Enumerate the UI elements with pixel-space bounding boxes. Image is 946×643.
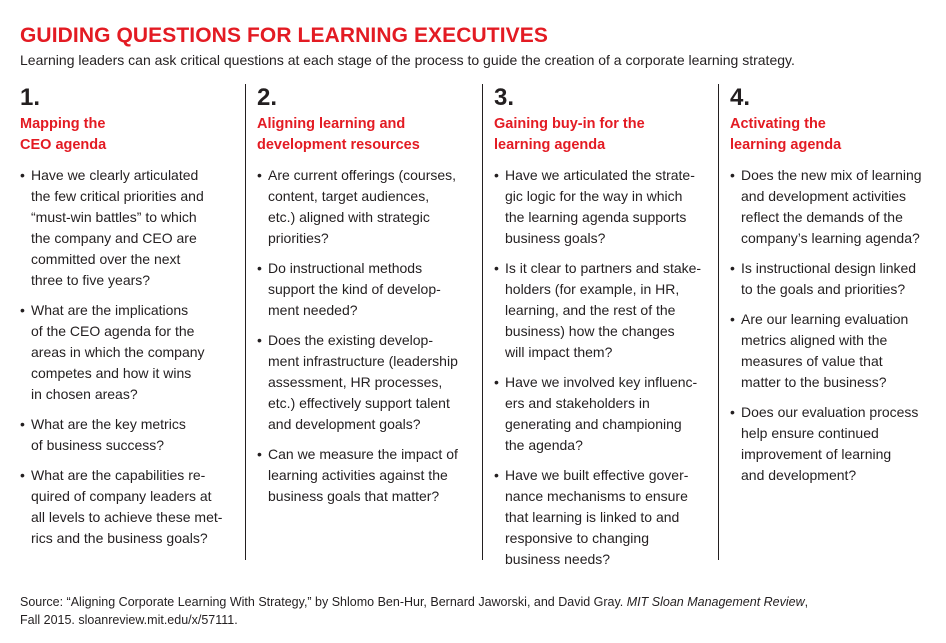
question-line: Have we built effective gover- [505, 467, 689, 483]
bullet-icon: • [257, 446, 262, 462]
stage-heading [494, 114, 710, 156]
question-line: Is it clear to partners and stake- [505, 260, 702, 276]
question-line: committed over the next [31, 251, 181, 267]
question-line: Do instructional methods [268, 260, 423, 276]
question-item [730, 309, 940, 393]
question-item [20, 300, 236, 405]
question-line: Are current offerings (courses, [268, 167, 457, 183]
question-line: Does the new mix of learning [741, 167, 922, 183]
bullet-icon: • [20, 167, 25, 183]
question-line: Is instructional design linked [741, 260, 917, 276]
source-citation [20, 593, 920, 629]
bullet-icon: • [494, 260, 499, 276]
question-line: assessment, HR processes, [268, 374, 443, 390]
question-line: business needs? [505, 551, 611, 567]
bullet-icon: • [730, 167, 735, 183]
question-line: ers and stakeholders in [505, 395, 650, 411]
question-line: support the kind of develop- [268, 281, 441, 297]
question-line: Have we articulated the strate- [505, 167, 695, 183]
stage-heading-line: learning agenda [730, 137, 842, 153]
question-list [257, 165, 473, 507]
page-title: GUIDING QUESTIONS FOR LEARNING EXECUTIVES [20, 24, 548, 47]
stage-number: 4. [730, 84, 751, 111]
question-list [730, 165, 940, 486]
question-line: the few critical priorities and [31, 188, 204, 204]
bullet-icon: • [730, 404, 735, 420]
bullet-icon: • [494, 374, 499, 390]
source-line2: Fall 2015. sloanreview.mit.edu/x/57111. [20, 613, 238, 627]
question-line: business) how the changes [505, 323, 675, 339]
question-line: help ensure continued [741, 425, 879, 441]
question-line: the agenda? [505, 437, 583, 453]
question-list [494, 165, 710, 570]
stage-column-3 [482, 84, 710, 567]
bullet-icon: • [20, 302, 25, 318]
question-line: and development activities [741, 188, 906, 204]
question-line: learning activities against the [268, 467, 448, 483]
stage-number: 1. [20, 84, 41, 111]
question-line: to the goals and priorities? [741, 281, 906, 297]
stage-heading-line: development resources [257, 137, 420, 153]
source-suffix: , [804, 595, 809, 609]
question-item [20, 165, 236, 291]
question-line: responsive to changing [505, 530, 649, 546]
stage-number: 3. [494, 84, 515, 111]
question-line: quired of company leaders at [31, 488, 212, 504]
bullet-icon: • [730, 260, 735, 276]
page-subtitle: Learning leaders can ask critical questions at each stage of the process to guide the creation of a corporate learning strategy. [20, 52, 795, 68]
question-line: priorities? [268, 230, 329, 246]
question-line: three to five years? [31, 272, 151, 288]
question-line: holders (for example, in HR, [505, 281, 680, 297]
question-item [257, 444, 473, 507]
question-line: learning, and the rest of the [505, 302, 676, 318]
stage-heading-line: learning agenda [494, 137, 606, 153]
question-line: What are the implications [31, 302, 189, 318]
bullet-icon: • [20, 416, 25, 432]
question-line: reflect the demands of the [741, 209, 903, 225]
stage-column-2 [245, 84, 473, 560]
question-line: business goals that matter? [268, 488, 440, 504]
question-item [494, 465, 710, 570]
bullet-icon: • [257, 260, 262, 276]
question-line: all levels to achieve these met- [31, 509, 223, 525]
question-item [730, 165, 940, 249]
question-item [730, 402, 940, 486]
question-line: content, target audiences, [268, 188, 430, 204]
question-line: in chosen areas? [31, 386, 138, 402]
question-line: matter to the business? [741, 374, 887, 390]
source-publication: MIT Sloan Management Review [626, 595, 805, 609]
question-line: areas in which the company [31, 344, 205, 360]
stage-heading-line: Gaining buy-in for the [494, 116, 645, 132]
question-item [494, 372, 710, 456]
stage-heading [20, 114, 236, 156]
question-line: generating and championing [505, 416, 682, 432]
question-line: Does the existing develop- [268, 332, 433, 348]
question-line: Have we clearly articulated [31, 167, 199, 183]
question-line: gic logic for the way in which [505, 188, 683, 204]
question-item [494, 258, 710, 363]
bullet-icon: • [494, 167, 499, 183]
question-item [257, 165, 473, 249]
question-line: of business success? [31, 437, 165, 453]
question-item [20, 414, 236, 456]
question-line: Are our learning evaluation [741, 311, 909, 327]
stage-heading-line: CEO agenda [20, 137, 107, 153]
stage-heading [257, 114, 473, 156]
question-item [730, 258, 940, 300]
stage-heading-line: Activating the [730, 116, 826, 132]
question-line: What are the capabilities re- [31, 467, 206, 483]
stage-column-1 [20, 84, 236, 560]
question-line: ment infrastructure (leadership [268, 353, 458, 369]
question-line: and development? [741, 467, 857, 483]
question-line: that learning is linked to and [505, 509, 680, 525]
source-prefix: Source: “Aligning Corporate Learning With Strategy,” by Shlomo Ben-Hur, Bernard Jaworski, and David Gray. [20, 595, 627, 609]
question-line: Does our evaluation process [741, 404, 919, 420]
question-item [257, 330, 473, 435]
bullet-icon: • [257, 332, 262, 348]
question-item [20, 465, 236, 549]
question-line: What are the key metrics [31, 416, 186, 432]
stage-heading-line: Aligning learning and [257, 116, 406, 132]
question-line: rics and the business goals? [31, 530, 208, 546]
question-line: “must-win battles” to which [31, 209, 197, 225]
question-item [257, 258, 473, 321]
stage-heading-line: Mapping the [20, 116, 106, 132]
question-line: business goals? [505, 230, 606, 246]
question-line: improvement of learning [741, 446, 892, 462]
question-line: will impact them? [505, 344, 613, 360]
bullet-icon: • [20, 467, 25, 483]
question-line: ment needed? [268, 302, 358, 318]
question-line: competes and how it wins [31, 365, 192, 381]
bullet-icon: • [257, 167, 262, 183]
stage-number: 2. [257, 84, 278, 111]
bullet-icon: • [730, 311, 735, 327]
question-item [494, 165, 710, 249]
question-line: and development goals? [268, 416, 421, 432]
stage-column-4 [718, 84, 940, 560]
bullet-icon: • [494, 467, 499, 483]
question-list [20, 165, 236, 549]
question-line: Have we involved key influenc- [505, 374, 698, 390]
question-line: the company and CEO are [31, 230, 197, 246]
stage-heading [730, 114, 940, 156]
question-line: etc.) aligned with strategic [268, 209, 430, 225]
question-line: company’s learning agenda? [741, 230, 920, 246]
question-line: etc.) effectively support talent [268, 395, 450, 411]
question-line: measures of value that [741, 353, 883, 369]
question-line: Can we measure the impact of [268, 446, 458, 462]
question-line: metrics aligned with the [741, 332, 888, 348]
question-line: the learning agenda supports [505, 209, 687, 225]
question-line: of the CEO agenda for the [31, 323, 195, 339]
question-line: nance mechanisms to ensure [505, 488, 688, 504]
